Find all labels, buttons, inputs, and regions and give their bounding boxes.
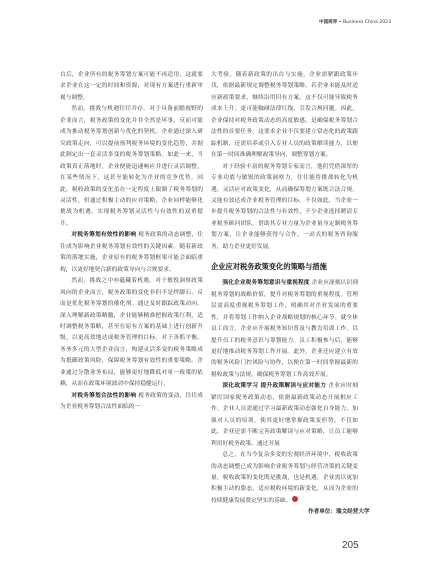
paragraph-lead: 深化政策学习 提升政策解读与应对能力 <box>222 383 327 390</box>
end-mark-icon <box>292 496 298 502</box>
paragraph: 大考验。随着新政策的出台与实施，企业需紧跟政策步伐，依据最新规定调整税务筹划策略。若企业未能及时适应新政策要求，继续沿用旧有方案，这不仅可能导致税务成本上升，更可能触碰法律红线，引发合规问题。因此，企业保持对税务政策动态的高度敏感，是确保税务筹划合法性的首要任务。这要求企业不仅要建立常态化的政策跟踪机制，还需培养或引入专业人员的政策解读能力，以便在第一时间准确理解政策导向，调整筹划方案。 <box>211 72 358 159</box>
paragraph: 台后，企业所有的税务筹划方案可能不再适用，这就要求企业在这一定的时间和资源，对现有方案进行重新审视与调整。 <box>60 72 203 101</box>
magazine-subtitle: Business China 2023 <box>343 20 391 25</box>
running-header <box>319 19 391 25</box>
header-separator: • <box>337 20 343 25</box>
paragraph: 然而，挑战之中亦蕴藏着机遇。对于敏锐洞察政策风向的企业而言，税务政策的变化非但不是绊脚石，反而是优化税务筹划的催化剂。通过及时跟踪政策动向，深入理解新政策精髓，企业能够精准把握政策红利，适时调整税务策略，甚至在原有方案的基础上进行创新升级，以更高效地达成税务管理的目标。对于善抓平衡、务务多元的大型企业而言，构建灵活多变的税务策略成为抵御政策风险，保障税务筹划有效性的重要策略。企业通过分散业务布局，能够更好地降低对单一政策的依赖，从而在政策环境波动中保持稳健运行。 <box>60 278 203 388</box>
left-column <box>60 70 203 414</box>
paragraph: 然而，挑战与机遇往往并存。对于具备前瞻视野的企业而言，税务政策的变化并非全然是坏事，反而可能成为推动税务筹划创新与优化的契机。企业通过深入研究政策走向，可以提前预判税务环境的变化趋势，并据此制定出一套灵活多变的税务筹划策略。如此一来，当政策真正落地时，企业便能迅速响应并进行灵活调整，在某些情况下，这甚至能转化为企业的竞争优势。因此，税收政策的变化虽在一定程度上限制了税务筹划的灵活性，但通过积极主动的应对策略，企业同样能够化挑战为机遇，实现税务筹划灵活性与有效性的双重提升。 <box>60 106 203 227</box>
paragraph-lead: 对税务筹划合法性的影响 <box>71 392 137 399</box>
paragraph: 强化企业税务筹划意识与重视程度 企业应深刻认识到税务筹划的战略价值，提升对税务筹划的重视程度。管理层需高度重视税务筹划工作，明确其对企业发展的重要性，并将筹划工作纳入企业战略规划的核心环节。就全体员工而言，企业应开展税务知识普及与教育培训工作，以提升员工的税务意识与筹划能力。员工积极参与后，能够更好地推动税务筹划工作开展。此外，企业还应建立有效的税务风险门控风险与协作，以便在第一时间掌握最新的税收政策与法规，确保税务筹划工作高效开展。 <box>211 280 359 378</box>
author-affiliation: 作者单位：瑞文经营大学 <box>308 509 370 515</box>
page-number: 205 <box>342 540 359 551</box>
paragraph: 对税务筹划合法性的影响 税务政策的变动，往往成为企业税务筹划合法性面临的一 <box>60 392 203 411</box>
paragraph: 对税务筹划有效性的影响 税务政策的动态调整，往往成为影响企业税务筹划有效性的关键因素。随着新政策的落地实施，企业原有的税务筹划框架可能会面临重构，以更好地契合新的政策导向与合规要求。 <box>60 232 203 273</box>
paragraph: 对于经验丰富的税务筹划专家而言，他们凭借深厚的专业功底与敏锐的政策洞察力，往往能将挑战转化为机遇，灵活应对政策变化，从而确保筹划方案既合法合规，又能有效达成企业税务管理的目标。不仅如此，当企业一步提升税务筹划的合法性与有效性，不少企业选择聘请专业税务顾问团队，借助其专业力量为企业量身定制税务筹划方案，让企业能够获得与合作，一站式的税务咨询服务，助力企业更好发展。 <box>211 163 358 250</box>
magazine-name: 中国商界 <box>318 20 338 25</box>
section-heading: 企业应对税务政策变化的策略与措施 <box>211 262 327 272</box>
paragraph: 深化政策学习 提升政策解读与应对能力 企业应时刻紧盯国家税务政策动态，依据最新政策动态开展相应工作。企业人员需通过学习最新政策动态强化自身能力，加强对人员的培训，使其更好地掌握政策变形势。不仅如此，企业还需不断完善政策解读与应对策略，让员工能够利用好税务政策。通过开展 <box>211 383 359 447</box>
paragraph-lead: 对税务筹划有效性的影响 <box>71 232 137 239</box>
paragraph-lead: 强化企业税务筹划意识与重视程度 <box>222 280 310 287</box>
right-column <box>211 70 358 507</box>
paragraph: 总之，在当今复杂多变的宏观经济环境中，税收政策的动态调整已成为影响企业税务筹划与经营决策的关键变量。税收政策的变化既是挑战，也是机遇。企业需以更加积极主动的姿态，适应税收环境的新变化，从而为企业的持续健康发展奠定坚实的基础。 <box>211 452 358 504</box>
